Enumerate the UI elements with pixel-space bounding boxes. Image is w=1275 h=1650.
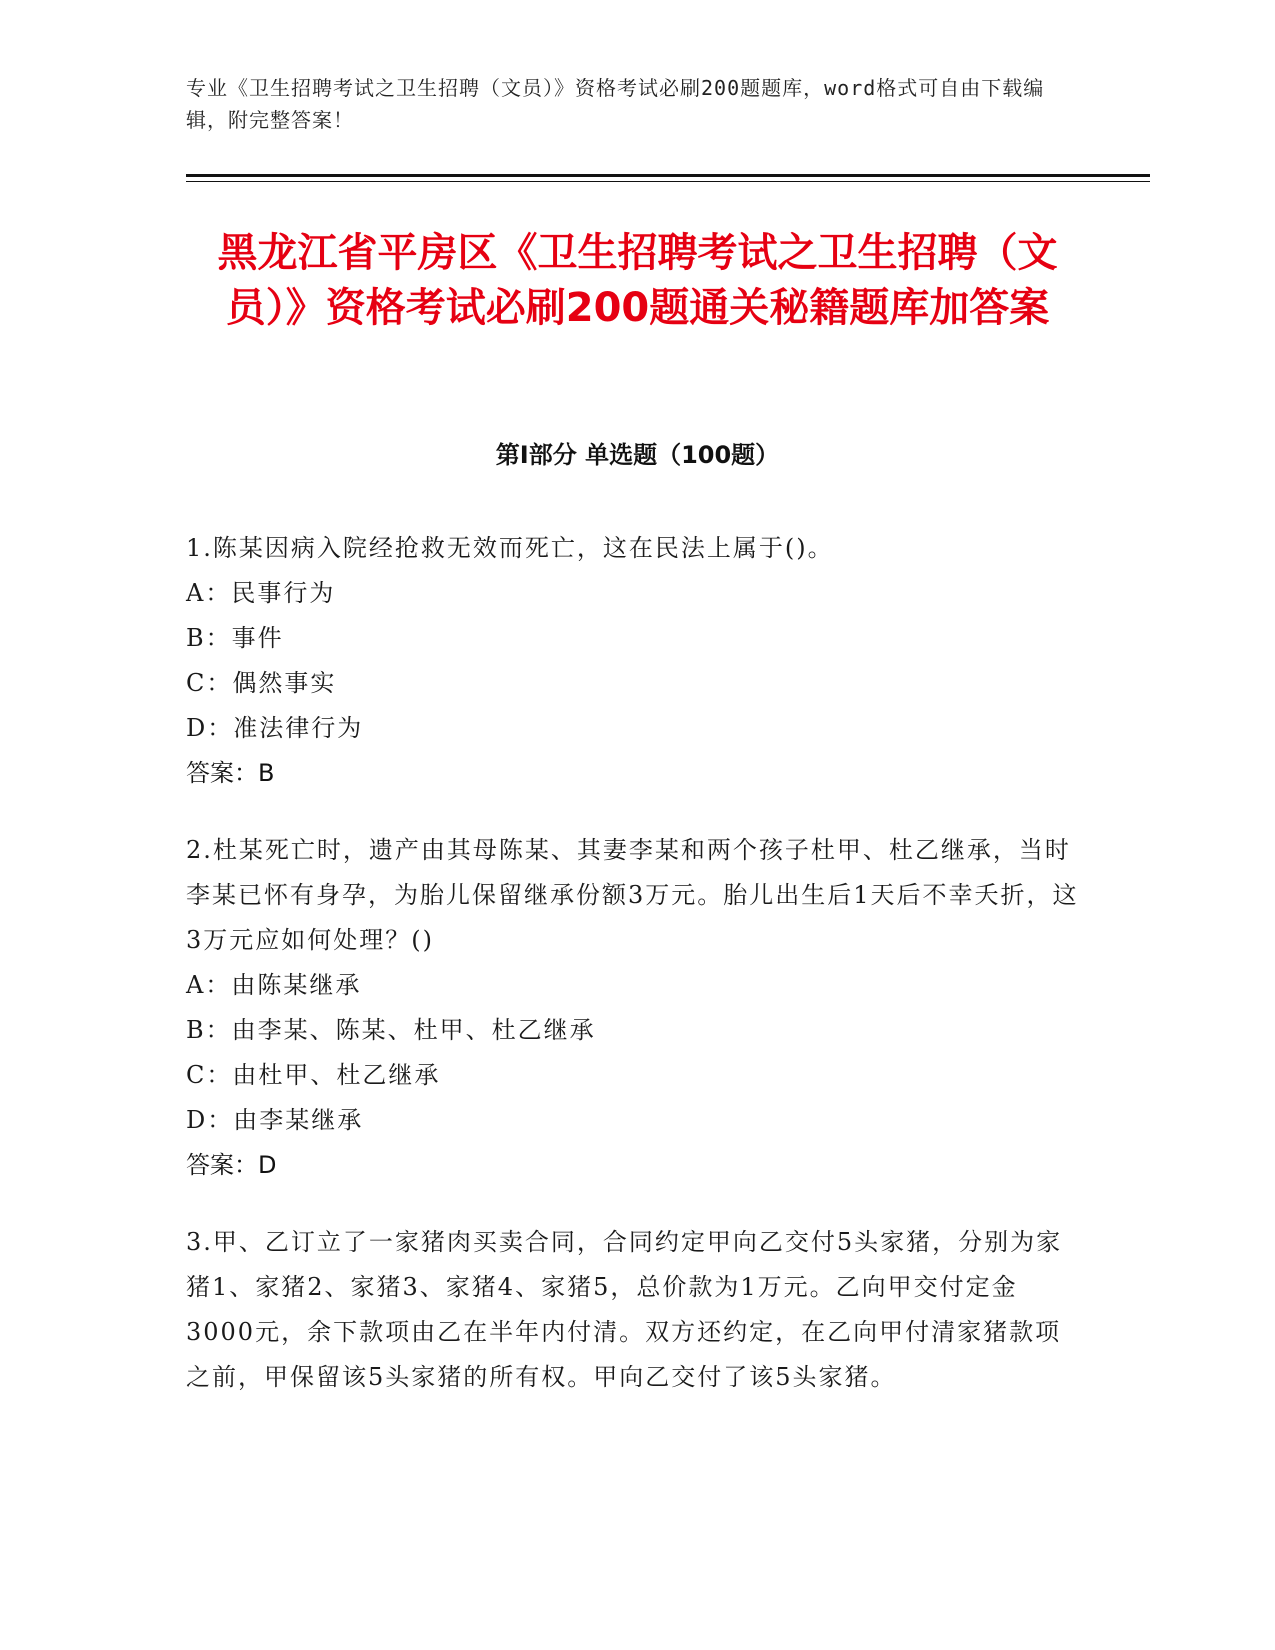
question-1 (186, 526, 1080, 796)
option-b: B：由李某、陈某、杜甲、杜乙继承 (186, 1016, 596, 1044)
question-stem: 1.陈某因病入院经抢救无效而死亡，这在民法上属于()。 (186, 534, 834, 562)
question-stem: 2.杜某死亡时，遗产由其母陈某、其妻李某和两个孩子杜甲、杜乙继承，当时李某已怀有身孕，为胎儿保留继承份额3万元。胎儿出生后1天后不幸夭折，这3万元应如何处理？() (186, 836, 1079, 954)
question-list (186, 526, 1080, 1432)
option-c: C：由杜甲、杜乙继承 (186, 1061, 441, 1089)
answer: 答案：B (186, 759, 275, 787)
header-rule-thick (186, 174, 1150, 177)
document-title: 黑龙江省平房区《卫生招聘考试之卫生招聘（文员）》资格考试必刷200题通关秘籍题库加答案 (217, 230, 1058, 331)
option-d: D：由李某继承 (186, 1106, 364, 1134)
question-3 (186, 1220, 1080, 1400)
header-note: 专业《卫生招聘考试之卫生招聘（文员）》资格考试必刷200题题库，word格式可自由下载编辑，附完整答案！ (186, 76, 1045, 132)
option-a: A：民事行为 (186, 579, 336, 607)
header-rule-thin (186, 181, 1150, 182)
option-a: A：由陈某继承 (186, 971, 362, 999)
answer: 答案：D (186, 1151, 277, 1179)
question-2 (186, 828, 1080, 1188)
option-d: D：准法律行为 (186, 714, 364, 742)
question-stem: 3.甲、乙订立了一家猪肉买卖合同，合同约定甲向乙交付5头家猪，分别为家猪1、家猪2、家猪3、家猪4、家猪5，总价款为1万元。乙向甲交付定金3000元，余下款项由乙在半年内付清。双方还约定，在乙向甲付清家猪款项之前，甲保留该5头家猪的所有权。甲向乙交付了该5头家猪。 (186, 1228, 1063, 1391)
option-c: C：偶然事实 (186, 669, 337, 697)
section-heading: 第I部分 单选题（100题） (495, 441, 780, 469)
option-b: B：事件 (186, 624, 284, 652)
